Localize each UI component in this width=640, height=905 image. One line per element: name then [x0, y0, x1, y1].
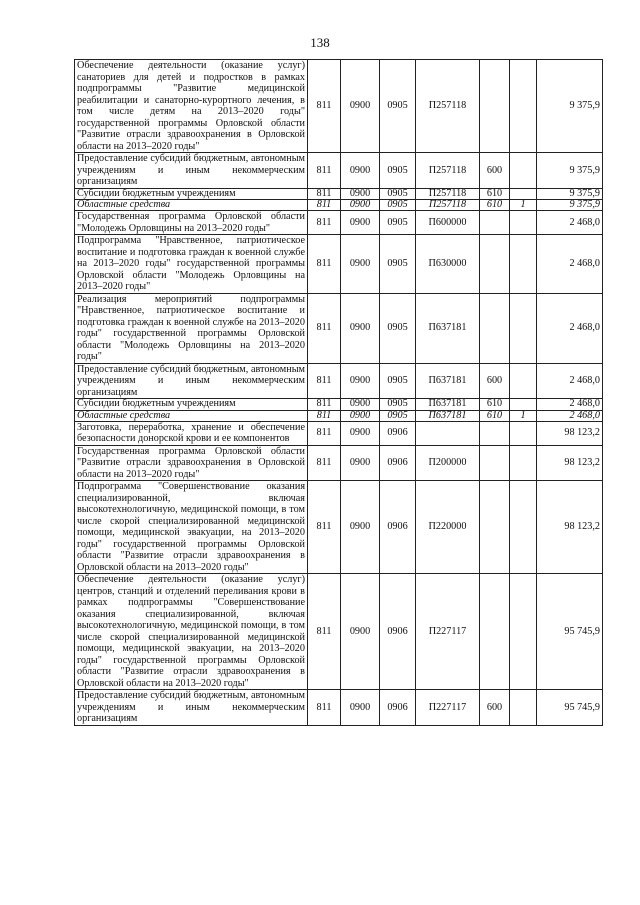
table-row [75, 690, 603, 726]
cell-name: Подпрограмма "Совершенствование оказания специализированной, включая высокотехнологичную, медицинской помощи, в том числе скорой специализированной медицинской помощи, медицинской эвакуации, на 2013–2020 годы" государственной программы Орловской области "Развитие отрасли здравоохранения в Орловской области на 2013–2020 годы" [75, 481, 308, 574]
cell-source [510, 421, 537, 445]
cell-target-article: П600000 [416, 211, 480, 235]
cell-subsection: 0906 [380, 421, 416, 445]
cell-source [510, 399, 537, 411]
cell-grbs: 811 [308, 235, 341, 294]
cell-section: 0900 [341, 410, 380, 421]
cell-name: Предоставление субсидий бюджетным, автономным учреждениям и иным некоммерческим организациям [75, 690, 308, 726]
cell-expense-type [480, 421, 510, 445]
cell-target-article: П637181 [416, 399, 480, 411]
table-row [75, 188, 603, 200]
table-row [75, 293, 603, 363]
cell-subsection: 0905 [380, 410, 416, 421]
cell-amount: 95 745,9 [537, 690, 603, 726]
cell-section: 0900 [341, 445, 380, 481]
cell-subsection: 0905 [380, 153, 416, 189]
cell-name: Подпрограмма "Нравственное, патриотическое воспитание и подготовка граждан к военной службе на 2013–2020 годы" государственной программы Орловской области "Молодежь Орловщины на 2013–2020 годы" [75, 235, 308, 294]
budget-table [74, 59, 603, 726]
cell-section: 0900 [341, 60, 380, 153]
cell-section: 0900 [341, 235, 380, 294]
cell-expense-type: 610 [480, 410, 510, 421]
cell-grbs: 811 [308, 153, 341, 189]
cell-section: 0900 [341, 421, 380, 445]
cell-target-article: П630000 [416, 235, 480, 294]
cell-grbs: 811 [308, 574, 341, 690]
table-row [75, 235, 603, 294]
cell-amount: 95 745,9 [537, 574, 603, 690]
cell-name: Государственная программа Орловской области "Молодежь Орловщины на 2013–2020 годы" [75, 211, 308, 235]
cell-expense-type: 600 [480, 363, 510, 399]
cell-target-article: П227117 [416, 690, 480, 726]
cell-expense-type: 600 [480, 690, 510, 726]
table-row [75, 574, 603, 690]
cell-source [510, 211, 537, 235]
cell-subsection: 0905 [380, 211, 416, 235]
cell-source [510, 293, 537, 363]
cell-target-article [416, 421, 480, 445]
cell-amount: 9 375,9 [537, 153, 603, 189]
cell-grbs: 811 [308, 410, 341, 421]
cell-amount: 98 123,2 [537, 481, 603, 574]
cell-expense-type: 610 [480, 200, 510, 211]
cell-subsection: 0905 [380, 188, 416, 200]
cell-grbs: 811 [308, 445, 341, 481]
cell-grbs: 811 [308, 421, 341, 445]
table-row [75, 445, 603, 481]
cell-name: Субсидии бюджетным учреждениям [75, 188, 308, 200]
cell-grbs: 811 [308, 200, 341, 211]
cell-subsection: 0905 [380, 293, 416, 363]
cell-section: 0900 [341, 574, 380, 690]
cell-expense-type [480, 481, 510, 574]
cell-expense-type [480, 60, 510, 153]
cell-name: Заготовка, переработка, хранение и обеспечение безопасности донорской крови и ее компонентов [75, 421, 308, 445]
cell-source [510, 690, 537, 726]
cell-amount: 2 468,0 [537, 399, 603, 411]
cell-subsection: 0905 [380, 200, 416, 211]
cell-target-article: П637181 [416, 293, 480, 363]
cell-expense-type [480, 235, 510, 294]
cell-subsection: 0905 [380, 60, 416, 153]
cell-subsection: 0906 [380, 690, 416, 726]
cell-name: Субсидии бюджетным учреждениям [75, 399, 308, 411]
cell-grbs: 811 [308, 293, 341, 363]
cell-subsection: 0905 [380, 235, 416, 294]
cell-subsection: 0906 [380, 574, 416, 690]
cell-amount: 2 468,0 [537, 363, 603, 399]
cell-grbs: 811 [308, 60, 341, 153]
cell-subsection: 0906 [380, 481, 416, 574]
cell-name: Областные средства [75, 200, 308, 211]
cell-expense-type [480, 574, 510, 690]
table-row [75, 153, 603, 189]
cell-expense-type: 600 [480, 153, 510, 189]
cell-expense-type [480, 293, 510, 363]
cell-section: 0900 [341, 481, 380, 574]
cell-target-article: П200000 [416, 445, 480, 481]
cell-amount: 98 123,2 [537, 421, 603, 445]
table-row [75, 211, 603, 235]
cell-name: Реализация мероприятий подпрограммы "Нравственное, патриотическое воспитание и подготовка граждан к военной службе на 2013–2020 годы" государственной программы Орловской области "Молодежь Орловщины на 2013–2020 годы" [75, 293, 308, 363]
cell-target-article: П257118 [416, 200, 480, 211]
cell-expense-type [480, 445, 510, 481]
table-row [75, 60, 603, 153]
cell-expense-type: 610 [480, 188, 510, 200]
cell-section: 0900 [341, 153, 380, 189]
cell-source [510, 481, 537, 574]
cell-amount: 2 468,0 [537, 410, 603, 421]
cell-section: 0900 [341, 690, 380, 726]
table-row [75, 481, 603, 574]
cell-source [510, 60, 537, 153]
table-row [75, 363, 603, 399]
cell-amount: 9 375,9 [537, 200, 603, 211]
cell-amount: 9 375,9 [537, 188, 603, 200]
page-number: 138 [310, 35, 330, 50]
cell-subsection: 0905 [380, 399, 416, 411]
cell-target-article: П227117 [416, 574, 480, 690]
cell-target-article: П637181 [416, 363, 480, 399]
cell-target-article: П637181 [416, 410, 480, 421]
cell-amount: 2 468,0 [537, 211, 603, 235]
cell-amount: 98 123,2 [537, 445, 603, 481]
cell-target-article: П220000 [416, 481, 480, 574]
cell-grbs: 811 [308, 481, 341, 574]
cell-source [510, 235, 537, 294]
cell-grbs: 811 [308, 188, 341, 200]
cell-name: Предоставление субсидий бюджетным, автономным учреждениям и иным некоммерческим организациям [75, 363, 308, 399]
cell-section: 0900 [341, 188, 380, 200]
cell-name: Предоставление субсидий бюджетным, автономным учреждениям и иным некоммерческим организациям [75, 153, 308, 189]
cell-source [510, 574, 537, 690]
cell-section: 0900 [341, 200, 380, 211]
table-row [75, 421, 603, 445]
cell-name: Государственная программа Орловской области "Развитие отрасли здравоохранения в Орловской области на 2013–2020 годы" [75, 445, 308, 481]
table-row [75, 410, 603, 421]
cell-target-article: П257118 [416, 188, 480, 200]
cell-name: Обеспечение деятельности (оказание услуг) санаториев для детей и подростков в рамках подпрограммы "Развитие медицинской реабилитации и санаторно-курортного лечения, в том числе детям на 2013–2020 годы" государственной программы Орловской области "Развитие отрасли здравоохранения в Орловской области на 2013–2020 годы" [75, 60, 308, 153]
cell-target-article: П257118 [416, 60, 480, 153]
cell-grbs: 811 [308, 363, 341, 399]
cell-grbs: 811 [308, 690, 341, 726]
cell-expense-type: 610 [480, 399, 510, 411]
cell-subsection: 0905 [380, 363, 416, 399]
cell-source [510, 188, 537, 200]
cell-section: 0900 [341, 211, 380, 235]
cell-amount: 2 468,0 [537, 293, 603, 363]
cell-subsection: 0906 [380, 445, 416, 481]
cell-source [510, 153, 537, 189]
cell-grbs: 811 [308, 211, 341, 235]
cell-section: 0900 [341, 293, 380, 363]
cell-source [510, 363, 537, 399]
cell-expense-type [480, 211, 510, 235]
cell-source: 1 [510, 410, 537, 421]
cell-name: Областные средства [75, 410, 308, 421]
cell-amount: 9 375,9 [537, 60, 603, 153]
cell-target-article: П257118 [416, 153, 480, 189]
table-row [75, 200, 603, 211]
cell-source [510, 445, 537, 481]
cell-section: 0900 [341, 399, 380, 411]
cell-name: Обеспечение деятельности (оказание услуг) центров, станций и отделений переливания крови в рамках подпрограммы "Совершенствование оказания специализированной, включая высокотехнологичную, медицинской помощи, в том числе скорой специализированной медицинской помощи, медицинской эвакуации, на 2013–2020 годы" государственной программы Орловской области "Развитие отрасли здравоохранения в Орловской области на 2013–2020 годы" [75, 574, 308, 690]
cell-section: 0900 [341, 363, 380, 399]
cell-source: 1 [510, 200, 537, 211]
table-row [75, 399, 603, 411]
cell-amount: 2 468,0 [537, 235, 603, 294]
cell-grbs: 811 [308, 399, 341, 411]
